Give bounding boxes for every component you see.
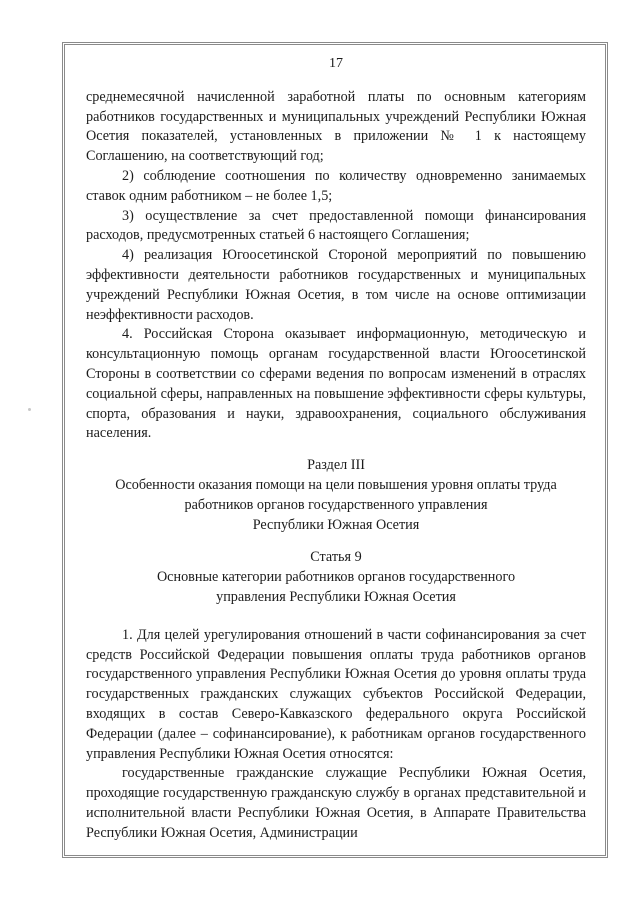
article-label: Статья 9 [310,549,362,566]
paragraph-item-3: 3) осуществление за счет предоставленной помощи финансирования расходов, предусмотренных статьей 6 настоящего Соглашения; [86,207,586,244]
article-title-line-2: управления Республики Южная Осетия [216,588,456,605]
article-heading [86,548,586,607]
paragraph-continuation: среднемесячной начисленной заработной платы по основным категориям работников государственных и муниципальных учреждений Республики Южная Осетия показателей, установленных в приложении № 1 к настоящему Соглашению, на соответствующий год; [86,88,586,165]
section-title-line-3: Республики Южная Осетия [252,516,420,533]
paragraph-item-4: 4) реализация Югоосетинской Стороной мероприятий по повышению эффективности деятельности работников государственных и муниципальных учреждений Республики Южная Осетия, в том числе на основе оптимизации неэффективности расходов. [86,247,586,323]
section-title-line-1: Особенности оказания помощи на цели повышения уровня оплаты труда [115,476,557,493]
section-heading [86,456,586,535]
paragraph-clause-4: 4. Российская Сторона оказывает информационную, методическую и консультационную помощь органам государственной власти Югоосетинской Стороны в соответствии со сферами ведения по вопросам изменений в отраслях социальной сферы, направленных на повышение эффективности сферы культуры, спорта, образования и науки, здравоохранения, социального обслуживания населения. [86,326,586,442]
paragraph-item-2: 2) соблюдение соотношения по количеству одновременно занимаемых ставок одним работником – не более 1,5; [86,167,586,204]
scan-speck [28,408,31,411]
section-title-line-2: работников органов государственного управления [184,496,488,513]
spacer [86,608,586,626]
article-title-line-1: Основные категории работников органов государственного [156,569,516,586]
paragraph-civil-servants: государственные гражданские служащие Республики Южная Осетия, проходящие государственную гражданскую службу в органах представительной и исполнительной власти Республики Южная Осетия, в Аппарате Правительства Республики Южная Осетия, Администрации [86,765,586,841]
page-number: 17 [329,56,343,71]
document-page [86,54,586,843]
section-label: Раздел III [307,457,365,474]
paragraph-article-9-clause-1: 1. Для целей урегулирования отношений в части софинансирования за счет средств Российской Федерации повышения оплаты труда работников органов государственного управления Республики Южная Осетия до уровня оплаты труда государственных гражданских служащих субъектов Российской Федерации, входящих в состав Северо-Кавказского федерального округа Российской Федерации (далее – софинансирование), к работникам органов государственного управления Республики Южная Осетия относятся: [86,626,586,762]
